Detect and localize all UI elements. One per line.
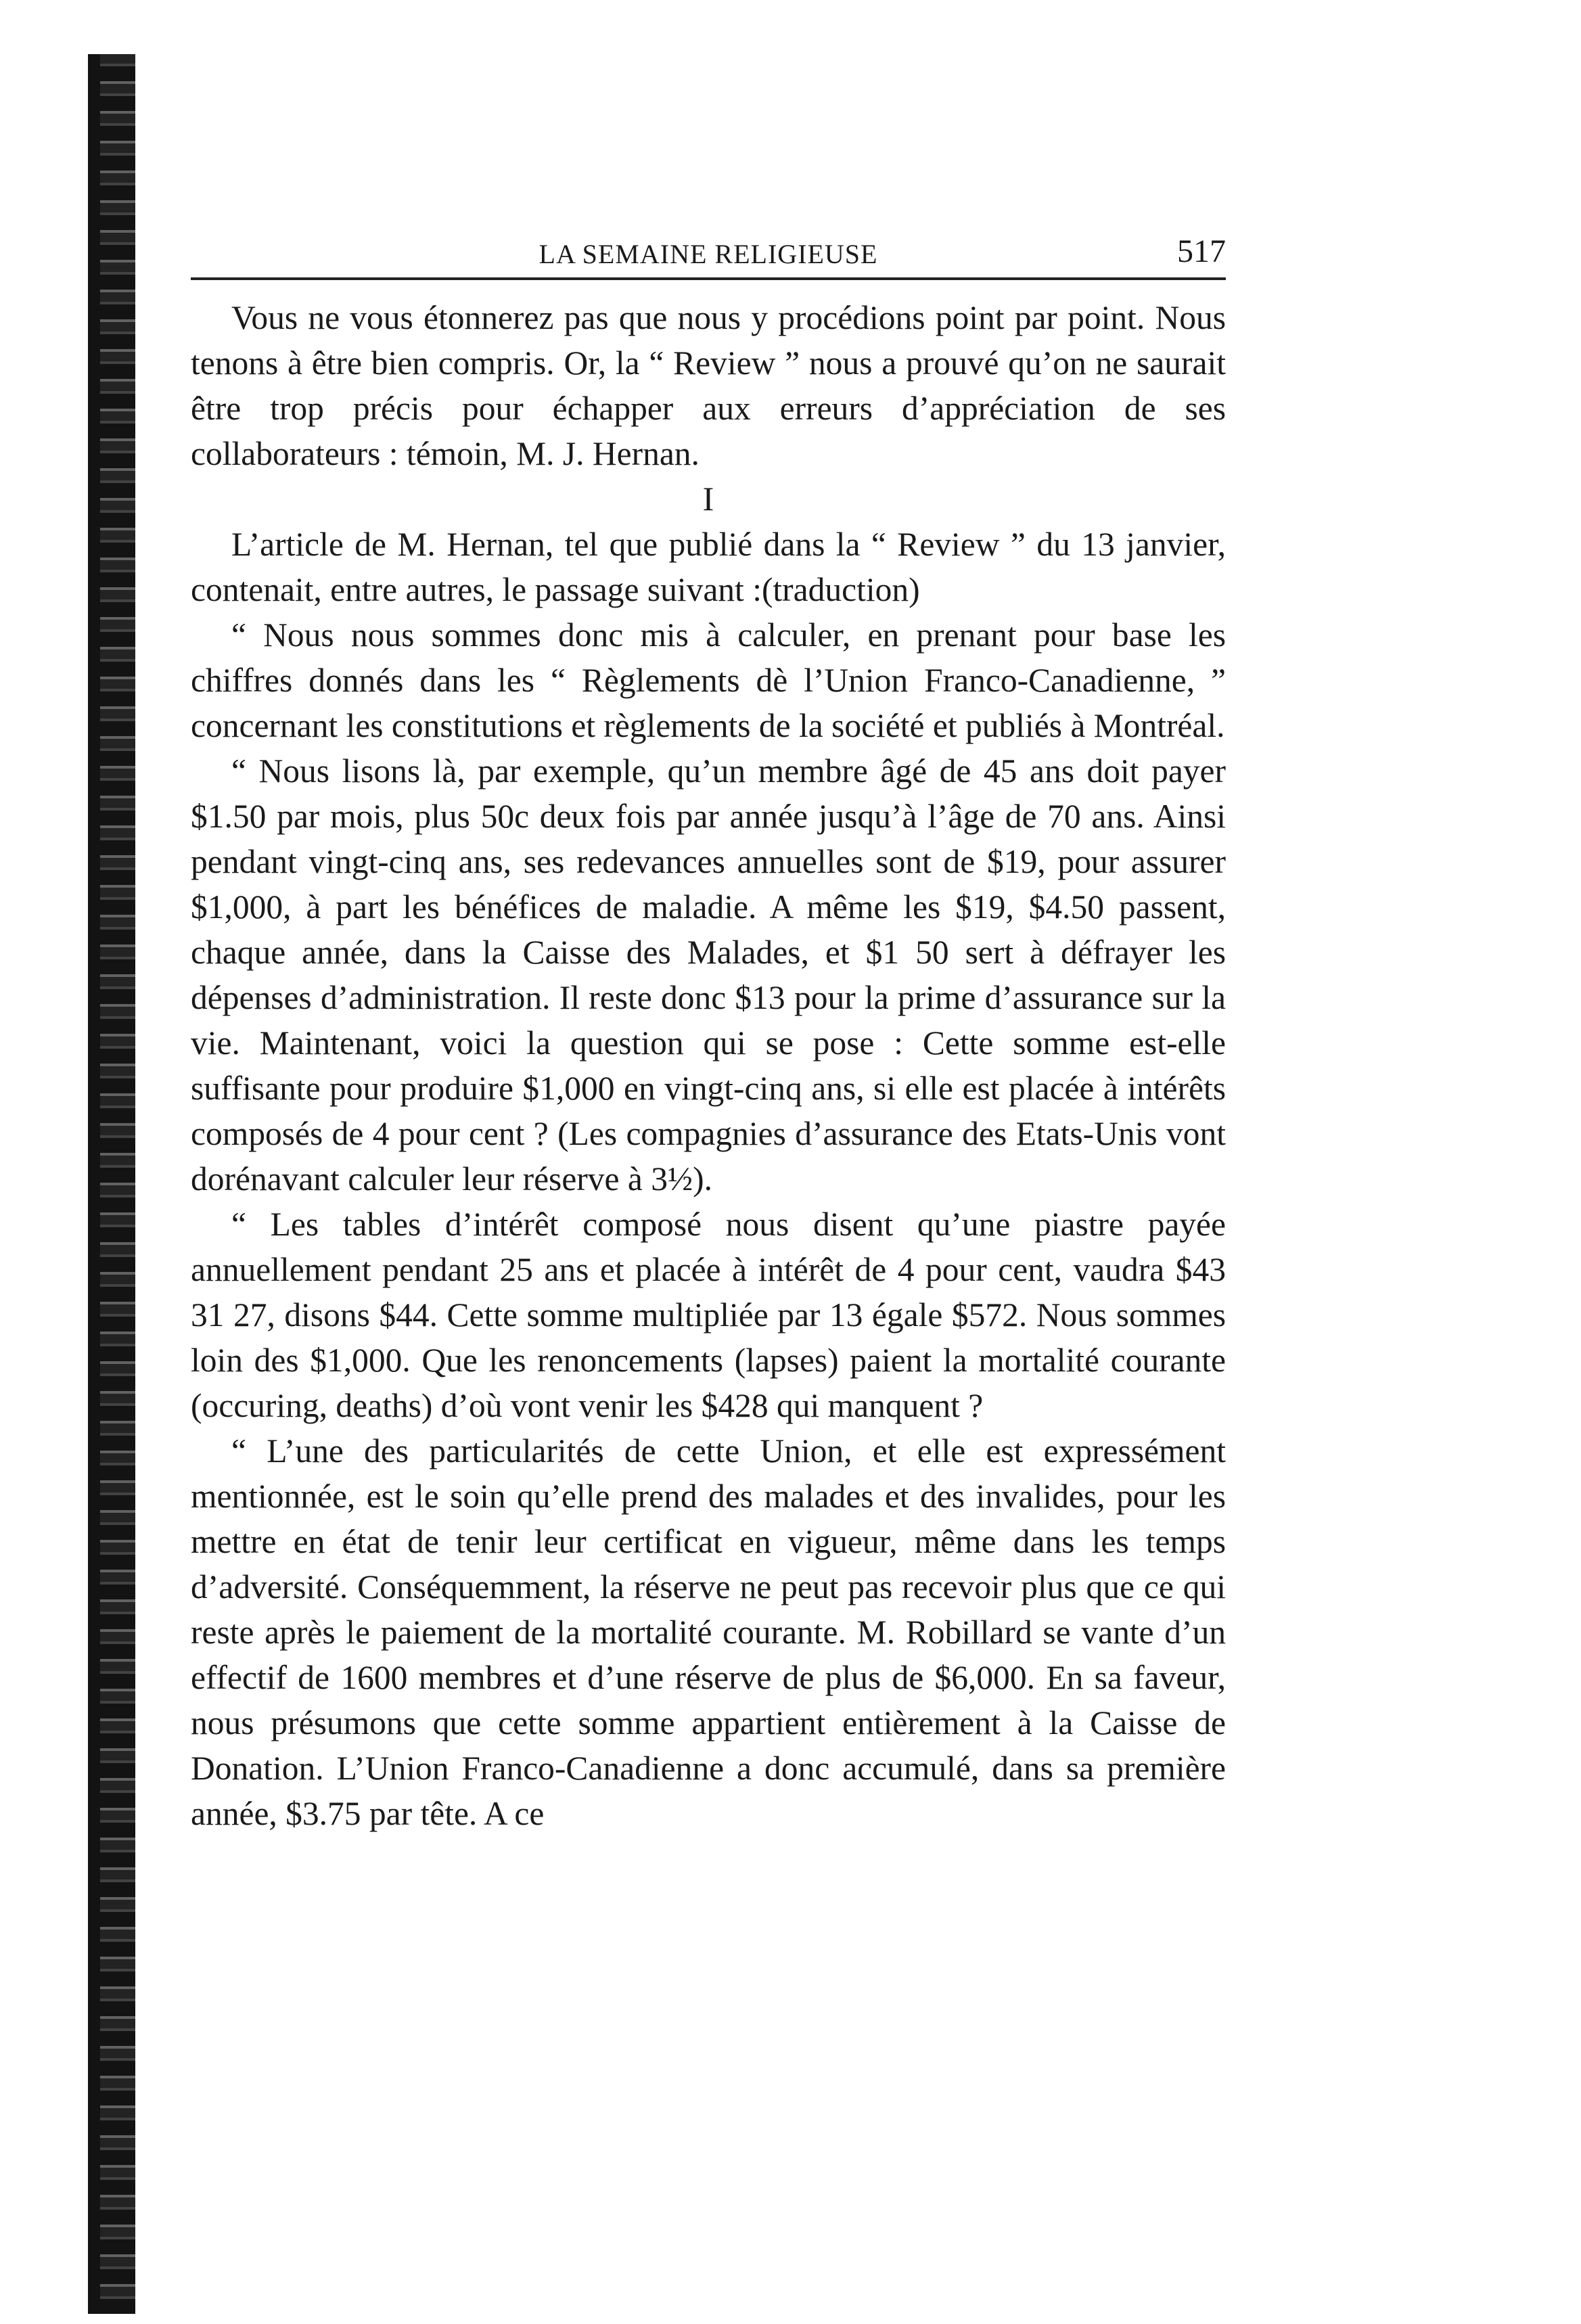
body-text <box>191 295 1226 1836</box>
paragraph-quote-3: “ Les tables d’intérêt composé nous disent qu’une piastre payée annuellement pendant 25 ans et placée à intérêt de 4 pour cent, vaudra $43 31 27, disons $44. Cette somme multipliée par 13 égale $572. Nous sommes loin des $1,000. Que les renoncements (lapses) paient la mortalité courante (occuring, deaths) d’où vont venir les $428 qui manquent ? <box>191 1206 1226 1424</box>
paragraph-intro: Vous ne vous étonnerez pas que nous y procédions point par point. Nous tenons à être bien compris. Or, la “ Review ” nous a prouvé qu’on ne saurait être trop précis pour échapper aux erreurs d’appréciation de ses collaborateurs : témoin, M. J. Hernan. <box>191 299 1226 472</box>
paragraph-article-quote-intro: L’article de M. Hernan, tel que publié dans la “ Review ” du 13 janvier, contenait, entre autres, le passage suivant :(traduction) <box>191 526 1226 608</box>
book-binding-edge <box>88 54 135 2314</box>
running-title: LA SEMAINE RELIGIEUSE <box>539 239 878 269</box>
section-numeral: I <box>702 480 714 518</box>
paragraph-quote-2: “ Nous lisons là, par exemple, qu’un membre âgé de 45 ans doit payer $1.50 par mois, plus 50c deux fois par année jusqu’à l’âge de 70 ans. Ainsi pendant vingt-cinq ans, ses redevances annuelles sont de $19, pour assurer $1,000, à part les bénéfices de maladie. A même les $19, $4.50 passent, chaque année, dans la Caisse des Malades, et $1 50 sert à défrayer les dépenses d’administration. Il reste donc $13 pour la prime d’assurance sur la vie. Maintenant, voici la question qui se pose : Cette somme est-elle suffisante pour produire $1,000 en vingt-cinq ans, si elle est placée à intérêts composés de 4 pour cent ? (Les compagnies d’assurance des Etats-Unis vont dorénavant calculer leur réserve à 3½). <box>191 752 1226 1198</box>
page-number: 517 <box>1177 233 1226 269</box>
running-header <box>191 229 1226 280</box>
paragraph-quote-1: “ Nous nous sommes donc mis à calculer, en prenant pour base les chiffres donnés dans les “ Règlements dè l’Union Franco-Canadienne, ” concernant les constitutions et règlements de la société et publiés à Montréal. <box>191 616 1226 744</box>
book-page <box>191 229 1226 1836</box>
paragraph-quote-4: “ L’une des particularités de cette Union, et elle est expressément mentionnée, est le soin qu’elle prend des malades et des invalides, pour les mettre en état de tenir leur certificat en vigueur, même dans les temps d’adversité. Conséquemment, la réserve ne peut pas recevoir plus que ce qui reste après le paiement de la mortalité courante. M. Robillard se vante d’un effectif de 1600 membres et d’une réserve de plus de $6,000. En sa faveur, nous présumons que cette somme appartient entièrement à la Caisse de Donation. L’Union Franco-Canadienne a donc accumulé, dans sa première année, $3.75 par tête. A ce <box>191 1432 1226 1832</box>
